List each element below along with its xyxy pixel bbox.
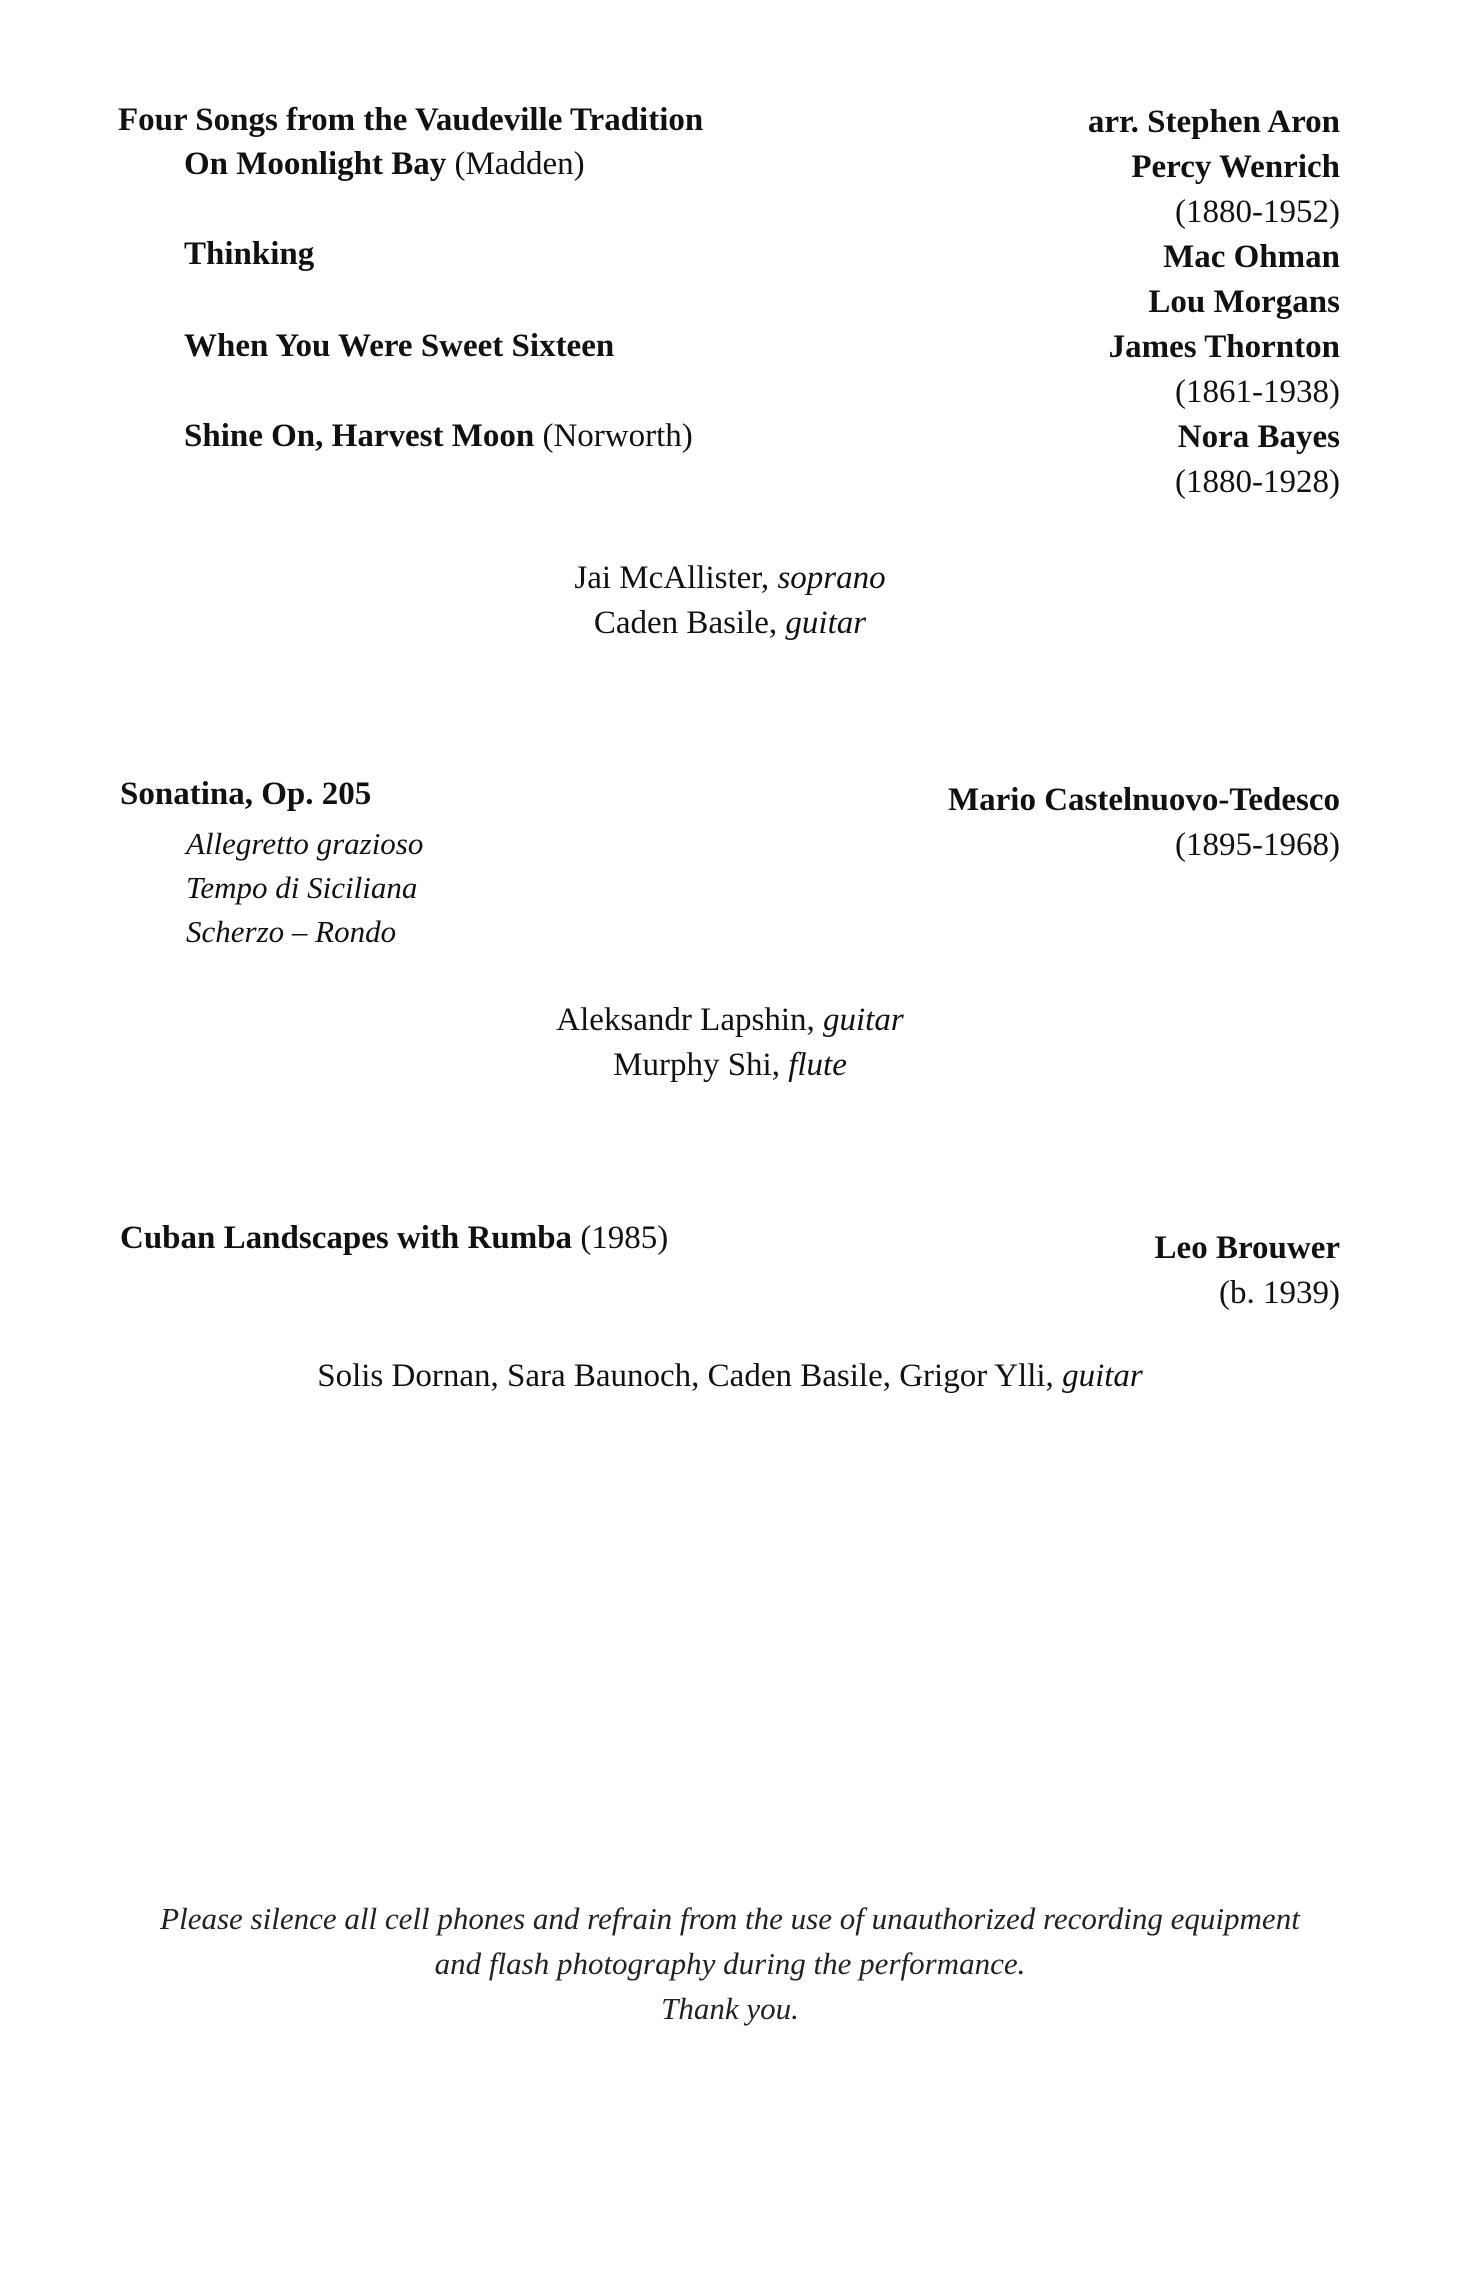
song-title xyxy=(184,328,614,365)
piece-year: (1985) xyxy=(580,1220,669,1256)
song-name: Thinking xyxy=(184,236,315,272)
composer-name: Lou Morgans xyxy=(1148,284,1340,320)
movement: Tempo di Siciliana xyxy=(186,870,418,905)
composer-dates: (b. 1939) xyxy=(1219,1275,1340,1311)
composer-dates: (1861-1938) xyxy=(1175,374,1340,410)
composer-column xyxy=(1155,1226,1340,1316)
performer-instrument: soprano xyxy=(777,560,886,596)
composer-name: Leo Brouwer xyxy=(1154,1230,1340,1266)
piece-title xyxy=(120,1220,668,1257)
performer-name: Murphy Shi, xyxy=(613,1047,789,1083)
composer-name: Nora Bayes xyxy=(1177,419,1340,455)
performer xyxy=(0,1354,1460,1399)
composer-column xyxy=(1088,100,1340,505)
performers xyxy=(0,556,1460,646)
performer-name: Aleksandr Lapshin, xyxy=(556,1002,823,1038)
composer-name: Mac Ohman xyxy=(1163,239,1340,275)
song-title xyxy=(184,236,314,273)
composer-dates: (1895-1968) xyxy=(1175,827,1340,863)
composer-column xyxy=(948,778,1340,868)
notice-line: Thank you. xyxy=(661,1991,799,2026)
performer xyxy=(0,1043,1460,1088)
performer-instrument: guitar xyxy=(785,605,867,641)
notice-line: and flash photography during the performance. xyxy=(434,1946,1026,1981)
performer-name: Jai McAllister, xyxy=(574,560,778,596)
composer-name: Percy Wenrich xyxy=(1131,149,1340,185)
song-name: Shine On, Harvest Moon xyxy=(184,418,535,454)
composer-name: James Thornton xyxy=(1108,329,1340,365)
performer xyxy=(0,998,1460,1043)
performer-name: Caden Basile, xyxy=(593,605,786,641)
composer-dates: (1880-1928) xyxy=(1175,464,1340,500)
performers xyxy=(0,998,1460,1088)
movement: Scherzo – Rondo xyxy=(186,914,397,949)
composer-name: Mario Castelnuovo-Tedesco xyxy=(947,782,1340,818)
song-title xyxy=(184,418,693,455)
piece-title: Four Songs from the Vaudeville Tradition xyxy=(118,102,704,138)
performer-instrument: flute xyxy=(788,1047,847,1083)
song-note: (Norworth) xyxy=(542,418,693,454)
piece-name: Cuban Landscapes with Rumba xyxy=(120,1220,573,1256)
song-name: On Moonlight Bay xyxy=(184,146,447,182)
movement: Allegretto grazioso xyxy=(186,826,424,861)
performer-instrument: guitar xyxy=(1062,1358,1143,1394)
performer xyxy=(0,556,1460,601)
song-note: (Madden) xyxy=(454,146,585,182)
notice-line: Please silence all cell phones and refrain from the use of unauthorized recording equipment xyxy=(160,1901,1300,1936)
song-name: When You Were Sweet Sixteen xyxy=(184,328,615,364)
song-title xyxy=(184,146,585,183)
audience-notice xyxy=(0,1896,1460,2031)
movement-list xyxy=(186,822,423,954)
performer xyxy=(0,601,1460,646)
performers xyxy=(0,1354,1460,1399)
piece-title: Sonatina, Op. 205 xyxy=(120,776,372,812)
arranger: arr. Stephen Aron xyxy=(1087,104,1340,140)
performer-instrument: guitar xyxy=(823,1002,904,1038)
performer-name: Solis Dornan, Sara Baunoch, Caden Basile, Grigor Ylli, xyxy=(317,1358,1063,1394)
composer-dates: (1880-1952) xyxy=(1175,194,1340,230)
